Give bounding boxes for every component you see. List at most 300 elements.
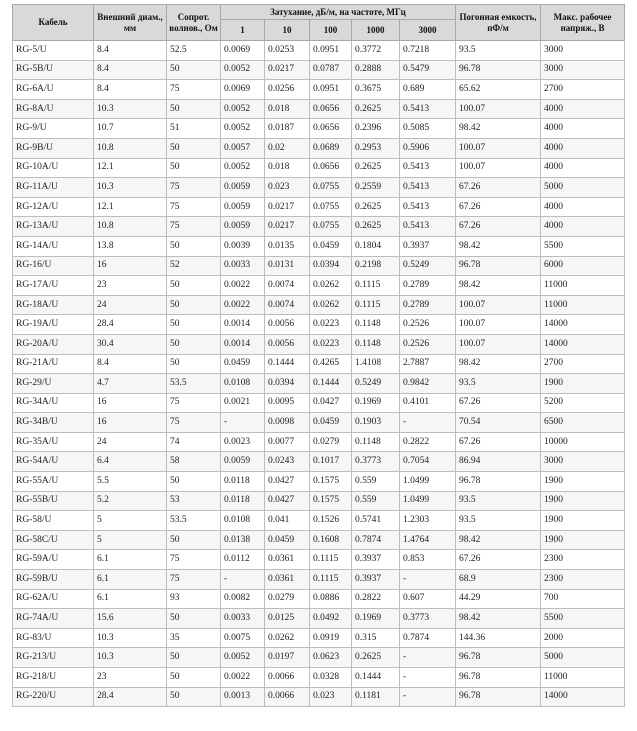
attenuation-1mhz-cell: 0.0014	[221, 315, 265, 335]
attenuation-1mhz-cell: 0.0138	[221, 530, 265, 550]
attenuation-3000mhz-cell: 0.5413	[400, 158, 456, 178]
impedance-cell: 50	[167, 295, 221, 315]
capacitance-cell: 144.36	[456, 628, 541, 648]
max-voltage-cell: 1900	[541, 530, 625, 550]
capacitance-cell: 98.42	[456, 276, 541, 296]
header-freq: 100	[310, 20, 352, 41]
table-row	[13, 628, 625, 648]
table-row	[13, 570, 625, 590]
diameter-cell: 24	[94, 295, 167, 315]
attenuation-10mhz-cell: 0.0056	[265, 334, 310, 354]
impedance-cell: 75	[167, 217, 221, 237]
impedance-cell: 53.5	[167, 374, 221, 394]
capacitance-cell: 67.26	[456, 393, 541, 413]
capacitance-cell: 96.78	[456, 648, 541, 668]
attenuation-1000mhz-cell: 0.1804	[352, 236, 400, 256]
diameter-cell: 12.1	[94, 158, 167, 178]
capacitance-cell: 65.62	[456, 80, 541, 100]
cable-name-cell: RG-10A/U	[13, 158, 94, 178]
max-voltage-cell: 1900	[541, 472, 625, 492]
attenuation-100mhz-cell: 0.0223	[310, 315, 352, 335]
impedance-cell: 50	[167, 648, 221, 668]
attenuation-100mhz-cell: 0.0951	[310, 80, 352, 100]
header-diameter: Внешний диам., мм	[94, 5, 167, 41]
diameter-cell: 13.8	[94, 236, 167, 256]
attenuation-3000mhz-cell: 1.0499	[400, 472, 456, 492]
attenuation-1000mhz-cell: 0.1969	[352, 609, 400, 629]
diameter-cell: 8.4	[94, 60, 167, 80]
cable-name-cell: RG-34B/U	[13, 413, 94, 433]
max-voltage-cell: 14000	[541, 334, 625, 354]
cable-name-cell: RG-35A/U	[13, 432, 94, 452]
diameter-cell: 10.3	[94, 99, 167, 119]
max-voltage-cell: 5500	[541, 236, 625, 256]
diameter-cell: 5.2	[94, 491, 167, 511]
impedance-cell: 75	[167, 197, 221, 217]
attenuation-3000mhz-cell: 0.607	[400, 589, 456, 609]
impedance-cell: 75	[167, 413, 221, 433]
max-voltage-cell: 6000	[541, 256, 625, 276]
table-row	[13, 374, 625, 394]
table-row	[13, 138, 625, 158]
impedance-cell: 53.5	[167, 511, 221, 531]
max-voltage-cell: 4000	[541, 99, 625, 119]
attenuation-1000mhz-cell: 0.2822	[352, 589, 400, 609]
attenuation-1000mhz-cell: 0.1969	[352, 393, 400, 413]
table-row	[13, 197, 625, 217]
table-row	[13, 178, 625, 198]
attenuation-3000mhz-cell: -	[400, 668, 456, 688]
attenuation-3000mhz-cell: 0.4101	[400, 393, 456, 413]
capacitance-cell: 44.29	[456, 589, 541, 609]
attenuation-1mhz-cell: 0.0069	[221, 41, 265, 61]
attenuation-1000mhz-cell: 0.2198	[352, 256, 400, 276]
diameter-cell: 10.7	[94, 119, 167, 139]
impedance-cell: 93	[167, 589, 221, 609]
diameter-cell: 10.8	[94, 138, 167, 158]
attenuation-100mhz-cell: 0.0755	[310, 217, 352, 237]
attenuation-100mhz-cell: 0.0951	[310, 41, 352, 61]
attenuation-100mhz-cell: 0.0755	[310, 197, 352, 217]
diameter-cell: 16	[94, 256, 167, 276]
max-voltage-cell: 10000	[541, 432, 625, 452]
impedance-cell: 50	[167, 158, 221, 178]
table-row	[13, 589, 625, 609]
attenuation-10mhz-cell: 0.0125	[265, 609, 310, 629]
impedance-cell: 50	[167, 138, 221, 158]
attenuation-10mhz-cell: 0.0066	[265, 668, 310, 688]
max-voltage-cell: 2000	[541, 628, 625, 648]
capacitance-cell: 67.26	[456, 217, 541, 237]
capacitance-cell: 67.26	[456, 197, 541, 217]
attenuation-1mhz-cell: 0.0052	[221, 648, 265, 668]
capacitance-cell: 68.9	[456, 570, 541, 590]
attenuation-3000mhz-cell: 0.5413	[400, 217, 456, 237]
impedance-cell: 75	[167, 550, 221, 570]
header-cable: Кабель	[13, 5, 94, 41]
attenuation-1mhz-cell: 0.0059	[221, 452, 265, 472]
header-attenuation-group: Затухание, дБ/м, на частоте, МГц	[221, 5, 456, 20]
max-voltage-cell: 4000	[541, 197, 625, 217]
table-row	[13, 354, 625, 374]
capacitance-cell: 67.26	[456, 550, 541, 570]
attenuation-1000mhz-cell: 0.2559	[352, 178, 400, 198]
impedance-cell: 50	[167, 530, 221, 550]
attenuation-10mhz-cell: 0.0135	[265, 236, 310, 256]
attenuation-10mhz-cell: 0.0074	[265, 276, 310, 296]
diameter-cell: 6.4	[94, 452, 167, 472]
attenuation-1mhz-cell: 0.0033	[221, 256, 265, 276]
capacitance-cell: 100.07	[456, 99, 541, 119]
attenuation-10mhz-cell: 0.0098	[265, 413, 310, 433]
table-row	[13, 432, 625, 452]
attenuation-3000mhz-cell: 1.2303	[400, 511, 456, 531]
cable-name-cell: RG-55A/U	[13, 472, 94, 492]
attenuation-1000mhz-cell: 0.559	[352, 491, 400, 511]
capacitance-cell: 98.42	[456, 119, 541, 139]
max-voltage-cell: 11000	[541, 276, 625, 296]
cable-name-cell: RG-9/U	[13, 119, 94, 139]
table-row	[13, 295, 625, 315]
cable-name-cell: RG-54A/U	[13, 452, 94, 472]
cable-name-cell: RG-18A/U	[13, 295, 94, 315]
attenuation-1000mhz-cell: 0.2625	[352, 99, 400, 119]
attenuation-1mhz-cell: 0.0057	[221, 138, 265, 158]
cable-name-cell: RG-34A/U	[13, 393, 94, 413]
attenuation-1000mhz-cell: 0.3937	[352, 570, 400, 590]
table-row	[13, 413, 625, 433]
cable-name-cell: RG-83/U	[13, 628, 94, 648]
cable-name-cell: RG-11A/U	[13, 178, 94, 198]
attenuation-1mhz-cell: 0.0108	[221, 374, 265, 394]
cable-name-cell: RG-213/U	[13, 648, 94, 668]
table-row	[13, 119, 625, 139]
attenuation-1mhz-cell: 0.0023	[221, 432, 265, 452]
diameter-cell: 30.4	[94, 334, 167, 354]
capacitance-cell: 100.07	[456, 295, 541, 315]
capacitance-cell: 96.78	[456, 687, 541, 707]
attenuation-1000mhz-cell: 0.2625	[352, 197, 400, 217]
capacitance-cell: 93.5	[456, 374, 541, 394]
impedance-cell: 50	[167, 354, 221, 374]
cable-name-cell: RG-74A/U	[13, 609, 94, 629]
attenuation-10mhz-cell: 0.0279	[265, 589, 310, 609]
attenuation-100mhz-cell: 0.0787	[310, 60, 352, 80]
attenuation-1000mhz-cell: 0.1115	[352, 295, 400, 315]
impedance-cell: 50	[167, 687, 221, 707]
diameter-cell: 8.4	[94, 354, 167, 374]
cable-name-cell: RG-5/U	[13, 41, 94, 61]
attenuation-100mhz-cell: 0.0689	[310, 138, 352, 158]
attenuation-100mhz-cell: 0.0328	[310, 668, 352, 688]
attenuation-100mhz-cell: 0.0656	[310, 119, 352, 139]
header-max-voltage: Макс. рабочее напряж., В	[541, 5, 625, 41]
impedance-cell: 75	[167, 393, 221, 413]
attenuation-1000mhz-cell: 0.3773	[352, 452, 400, 472]
attenuation-100mhz-cell: 0.0656	[310, 99, 352, 119]
attenuation-3000mhz-cell: 2.7887	[400, 354, 456, 374]
max-voltage-cell: 11000	[541, 668, 625, 688]
impedance-cell: 75	[167, 178, 221, 198]
attenuation-1000mhz-cell: 0.5249	[352, 374, 400, 394]
impedance-cell: 75	[167, 570, 221, 590]
attenuation-100mhz-cell: 0.1115	[310, 550, 352, 570]
attenuation-3000mhz-cell: 0.5413	[400, 178, 456, 198]
attenuation-1000mhz-cell: 0.1444	[352, 668, 400, 688]
attenuation-1mhz-cell: 0.0082	[221, 589, 265, 609]
attenuation-1mhz-cell: 0.0022	[221, 668, 265, 688]
attenuation-100mhz-cell: 0.0919	[310, 628, 352, 648]
header-capacitance: Погонная емкость, пФ/м	[456, 5, 541, 41]
table-row	[13, 530, 625, 550]
max-voltage-cell: 4000	[541, 217, 625, 237]
capacitance-cell: 93.5	[456, 41, 541, 61]
attenuation-1mhz-cell: 0.0033	[221, 609, 265, 629]
capacitance-cell: 93.5	[456, 511, 541, 531]
max-voltage-cell: 14000	[541, 315, 625, 335]
attenuation-10mhz-cell: 0.0066	[265, 687, 310, 707]
attenuation-100mhz-cell: 0.0279	[310, 432, 352, 452]
attenuation-100mhz-cell: 0.1575	[310, 472, 352, 492]
diameter-cell: 10.3	[94, 178, 167, 198]
cable-name-cell: RG-14A/U	[13, 236, 94, 256]
cable-name-cell: RG-8A/U	[13, 99, 94, 119]
impedance-cell: 50	[167, 609, 221, 629]
impedance-cell: 50	[167, 315, 221, 335]
attenuation-10mhz-cell: 0.018	[265, 99, 310, 119]
attenuation-100mhz-cell: 0.1575	[310, 491, 352, 511]
attenuation-100mhz-cell: 0.1017	[310, 452, 352, 472]
attenuation-10mhz-cell: 0.02	[265, 138, 310, 158]
diameter-cell: 10.3	[94, 628, 167, 648]
attenuation-3000mhz-cell: 0.5249	[400, 256, 456, 276]
cable-name-cell: RG-21A/U	[13, 354, 94, 374]
attenuation-1mhz-cell: 0.0052	[221, 60, 265, 80]
cable-name-cell: RG-59B/U	[13, 570, 94, 590]
attenuation-10mhz-cell: 0.0217	[265, 60, 310, 80]
diameter-cell: 16	[94, 393, 167, 413]
attenuation-10mhz-cell: 0.0187	[265, 119, 310, 139]
attenuation-10mhz-cell: 0.0394	[265, 374, 310, 394]
header-row-1	[13, 5, 625, 20]
attenuation-10mhz-cell: 0.0256	[265, 80, 310, 100]
table-body	[13, 41, 625, 707]
cable-name-cell: RG-55B/U	[13, 491, 94, 511]
max-voltage-cell: 4000	[541, 158, 625, 178]
table-row	[13, 276, 625, 296]
max-voltage-cell: 1900	[541, 374, 625, 394]
capacitance-cell: 100.07	[456, 138, 541, 158]
table-row	[13, 491, 625, 511]
diameter-cell: 5	[94, 511, 167, 531]
attenuation-1mhz-cell: 0.0112	[221, 550, 265, 570]
attenuation-1mhz-cell: 0.0013	[221, 687, 265, 707]
attenuation-1000mhz-cell: 0.1181	[352, 687, 400, 707]
attenuation-3000mhz-cell: 0.5413	[400, 99, 456, 119]
capacitance-cell: 98.42	[456, 609, 541, 629]
max-voltage-cell: 5500	[541, 609, 625, 629]
attenuation-1mhz-cell: -	[221, 413, 265, 433]
max-voltage-cell: 4000	[541, 138, 625, 158]
attenuation-3000mhz-cell: 0.2822	[400, 432, 456, 452]
diameter-cell: 12.1	[94, 197, 167, 217]
attenuation-10mhz-cell: 0.0074	[265, 295, 310, 315]
attenuation-1000mhz-cell: 1.4108	[352, 354, 400, 374]
diameter-cell: 28.4	[94, 315, 167, 335]
attenuation-1mhz-cell: 0.0014	[221, 334, 265, 354]
diameter-cell: 8.4	[94, 41, 167, 61]
capacitance-cell: 100.07	[456, 315, 541, 335]
table-row	[13, 60, 625, 80]
attenuation-1mhz-cell: 0.0052	[221, 158, 265, 178]
attenuation-3000mhz-cell: 0.2526	[400, 315, 456, 335]
attenuation-10mhz-cell: 0.041	[265, 511, 310, 531]
attenuation-100mhz-cell: 0.0656	[310, 158, 352, 178]
impedance-cell: 50	[167, 276, 221, 296]
attenuation-100mhz-cell: 0.0223	[310, 334, 352, 354]
diameter-cell: 5	[94, 530, 167, 550]
impedance-cell: 52	[167, 256, 221, 276]
attenuation-100mhz-cell: 0.1608	[310, 530, 352, 550]
capacitance-cell: 96.78	[456, 668, 541, 688]
max-voltage-cell: 1900	[541, 511, 625, 531]
max-voltage-cell: 11000	[541, 295, 625, 315]
attenuation-10mhz-cell: 0.0197	[265, 648, 310, 668]
attenuation-100mhz-cell: 0.4265	[310, 354, 352, 374]
capacitance-cell: 98.42	[456, 530, 541, 550]
max-voltage-cell: 5200	[541, 393, 625, 413]
max-voltage-cell: 14000	[541, 687, 625, 707]
cable-name-cell: RG-58/U	[13, 511, 94, 531]
attenuation-100mhz-cell: 0.1526	[310, 511, 352, 531]
table-row	[13, 256, 625, 276]
attenuation-3000mhz-cell: -	[400, 648, 456, 668]
impedance-cell: 50	[167, 668, 221, 688]
impedance-cell: 75	[167, 80, 221, 100]
table-row	[13, 452, 625, 472]
attenuation-1000mhz-cell: 0.2625	[352, 158, 400, 178]
attenuation-100mhz-cell: 0.0886	[310, 589, 352, 609]
impedance-cell: 50	[167, 236, 221, 256]
impedance-cell: 53	[167, 491, 221, 511]
attenuation-3000mhz-cell: 0.5479	[400, 60, 456, 80]
cable-name-cell: RG-6A/U	[13, 80, 94, 100]
attenuation-1000mhz-cell: 0.2625	[352, 217, 400, 237]
attenuation-1000mhz-cell: 0.1115	[352, 276, 400, 296]
header-freq: 10	[265, 20, 310, 41]
table-row	[13, 648, 625, 668]
header-freq: 3000	[400, 20, 456, 41]
diameter-cell: 15.6	[94, 609, 167, 629]
attenuation-10mhz-cell: 0.0243	[265, 452, 310, 472]
attenuation-1000mhz-cell: 0.2953	[352, 138, 400, 158]
table-row	[13, 99, 625, 119]
attenuation-10mhz-cell: 0.0095	[265, 393, 310, 413]
cable-name-cell: RG-9B/U	[13, 138, 94, 158]
impedance-cell: 51	[167, 119, 221, 139]
attenuation-1mhz-cell: 0.0059	[221, 178, 265, 198]
diameter-cell: 16	[94, 413, 167, 433]
attenuation-1000mhz-cell: 0.3937	[352, 550, 400, 570]
table-row	[13, 609, 625, 629]
attenuation-1000mhz-cell: 0.559	[352, 472, 400, 492]
attenuation-10mhz-cell: 0.0427	[265, 472, 310, 492]
table-row	[13, 550, 625, 570]
attenuation-1mhz-cell: 0.0022	[221, 295, 265, 315]
max-voltage-cell: 3000	[541, 41, 625, 61]
attenuation-1mhz-cell: 0.0039	[221, 236, 265, 256]
cable-name-cell: RG-19A/U	[13, 315, 94, 335]
attenuation-100mhz-cell: 0.0459	[310, 413, 352, 433]
max-voltage-cell: 3000	[541, 452, 625, 472]
attenuation-1mhz-cell: -	[221, 570, 265, 590]
attenuation-3000mhz-cell: 0.7874	[400, 628, 456, 648]
impedance-cell: 50	[167, 472, 221, 492]
table-row	[13, 472, 625, 492]
table-row	[13, 158, 625, 178]
attenuation-1000mhz-cell: 0.1903	[352, 413, 400, 433]
impedance-cell: 58	[167, 452, 221, 472]
attenuation-10mhz-cell: 0.0253	[265, 41, 310, 61]
attenuation-1000mhz-cell: 0.1148	[352, 334, 400, 354]
capacitance-cell: 100.07	[456, 158, 541, 178]
attenuation-10mhz-cell: 0.0077	[265, 432, 310, 452]
max-voltage-cell: 2300	[541, 550, 625, 570]
attenuation-10mhz-cell: 0.0361	[265, 550, 310, 570]
attenuation-1mhz-cell: 0.0022	[221, 276, 265, 296]
attenuation-3000mhz-cell: 0.5085	[400, 119, 456, 139]
table-row	[13, 668, 625, 688]
cable-name-cell: RG-17A/U	[13, 276, 94, 296]
attenuation-1mhz-cell: 0.0052	[221, 99, 265, 119]
diameter-cell: 28.4	[94, 687, 167, 707]
capacitance-cell: 96.78	[456, 256, 541, 276]
attenuation-1mhz-cell: 0.0059	[221, 197, 265, 217]
attenuation-100mhz-cell: 0.0459	[310, 236, 352, 256]
max-voltage-cell: 3000	[541, 60, 625, 80]
attenuation-10mhz-cell: 0.0361	[265, 570, 310, 590]
attenuation-3000mhz-cell: 0.7054	[400, 452, 456, 472]
attenuation-3000mhz-cell: 0.5906	[400, 138, 456, 158]
attenuation-1mhz-cell: 0.0118	[221, 472, 265, 492]
max-voltage-cell: 4000	[541, 119, 625, 139]
capacitance-cell: 67.26	[456, 178, 541, 198]
attenuation-3000mhz-cell: -	[400, 570, 456, 590]
attenuation-1mhz-cell: 0.0118	[221, 491, 265, 511]
attenuation-10mhz-cell: 0.0217	[265, 217, 310, 237]
attenuation-1mhz-cell: 0.0075	[221, 628, 265, 648]
table-row	[13, 393, 625, 413]
impedance-cell: 50	[167, 99, 221, 119]
max-voltage-cell: 5000	[541, 178, 625, 198]
diameter-cell: 8.4	[94, 80, 167, 100]
cable-name-cell: RG-29/U	[13, 374, 94, 394]
diameter-cell: 10.3	[94, 648, 167, 668]
diameter-cell: 6.1	[94, 589, 167, 609]
capacitance-cell: 86.94	[456, 452, 541, 472]
attenuation-1000mhz-cell: 0.2396	[352, 119, 400, 139]
capacitance-cell: 96.78	[456, 60, 541, 80]
attenuation-3000mhz-cell: 0.2526	[400, 334, 456, 354]
attenuation-10mhz-cell: 0.0056	[265, 315, 310, 335]
attenuation-100mhz-cell: 0.0623	[310, 648, 352, 668]
capacitance-cell: 100.07	[456, 334, 541, 354]
capacitance-cell: 96.78	[456, 472, 541, 492]
diameter-cell: 10.8	[94, 217, 167, 237]
attenuation-3000mhz-cell: -	[400, 687, 456, 707]
attenuation-1000mhz-cell: 0.5741	[352, 511, 400, 531]
attenuation-3000mhz-cell: 1.4764	[400, 530, 456, 550]
